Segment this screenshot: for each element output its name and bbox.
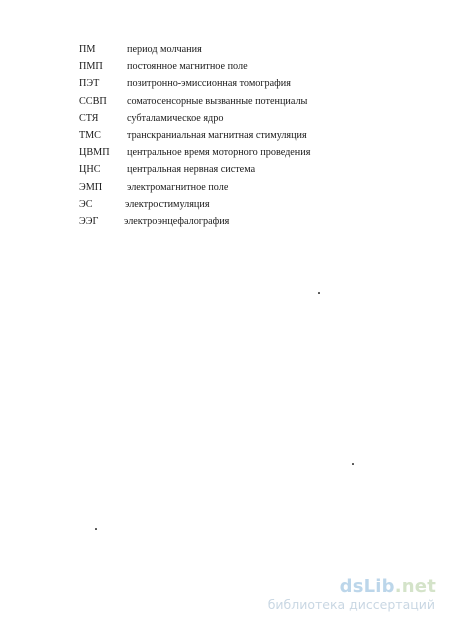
abbreviation-definition: центральное время моторного проведения	[127, 147, 311, 159]
abbreviation-term: ТМС	[79, 129, 101, 141]
abbreviation-definition: период молчания	[127, 44, 202, 55]
abbreviation-row	[79, 41, 379, 58]
abbreviation-term: ЦВМП	[79, 147, 110, 159]
abbreviation-term: ПЭТ	[79, 78, 100, 90]
abbreviation-row	[79, 161, 379, 178]
watermark-logo-part1: dsLib	[339, 576, 395, 597]
scan-speck	[352, 463, 354, 465]
abbreviation-row	[79, 75, 379, 92]
abbreviation-definition: позитронно-эмиссионная томография	[127, 78, 291, 90]
abbreviation-definition: соматосенсорные вызванные потенциалы	[127, 95, 308, 107]
abbreviation-definition: электроэнцефалография	[124, 215, 230, 227]
abbreviation-term: ЭМП	[79, 181, 103, 193]
abbreviation-term: ЭЭГ	[79, 215, 99, 227]
abbreviation-definition: субталамическое ядро	[127, 112, 224, 124]
abbreviation-term: ССВП	[79, 95, 107, 107]
abbreviation-row	[79, 213, 379, 230]
abbreviation-row	[79, 144, 379, 161]
scan-speck	[95, 528, 97, 530]
abbreviation-definition: центральная нервная система	[127, 164, 256, 176]
abbreviation-row	[79, 93, 379, 110]
abbreviation-row	[79, 196, 379, 213]
abbreviation-row	[79, 127, 379, 144]
abbreviation-definition: постоянное магнитное поле	[127, 61, 248, 73]
abbreviation-row	[79, 58, 379, 75]
abbreviation-row	[79, 110, 379, 127]
abbreviation-definition: транскраниальная магнитная стимуляция	[127, 129, 307, 141]
watermark-logo	[340, 576, 436, 597]
abbreviation-term: ПМ	[79, 44, 96, 55]
abbreviation-definition: электромагнитное поле	[127, 181, 229, 193]
abbreviation-term: ПМП	[79, 61, 103, 73]
watermark-logo-part2: .net	[394, 576, 436, 597]
scan-speck	[318, 292, 320, 294]
watermark-subtitle: библиотека диссертаций	[267, 597, 435, 612]
watermark	[236, 576, 436, 616]
abbreviation-term: ЭС	[79, 198, 93, 210]
abbreviation-term: ЦНС	[79, 164, 101, 176]
abbreviation-list	[79, 41, 379, 230]
abbreviation-term: СТЯ	[79, 112, 99, 124]
abbreviation-row	[79, 179, 379, 196]
abbreviation-definition: электростимуляция	[125, 198, 210, 210]
